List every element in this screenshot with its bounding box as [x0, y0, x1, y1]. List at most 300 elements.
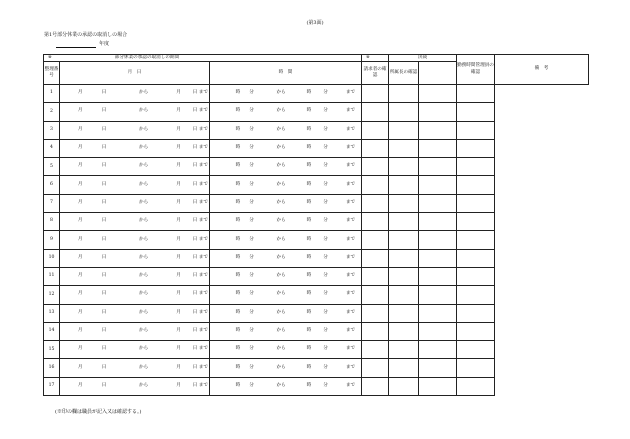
time-hour-text: 時	[235, 218, 241, 224]
time-until-text: まで	[345, 108, 356, 114]
date-month-text: 月	[77, 199, 83, 205]
time-hour-text: 時	[306, 236, 312, 242]
kessai-header: 決裁	[389, 55, 457, 62]
time-from-text: から	[276, 236, 286, 242]
row-number: 1	[44, 85, 60, 103]
time-minute-text: 分	[249, 382, 254, 388]
time-minute-text: 分	[323, 254, 328, 260]
date-from-text: から	[138, 291, 149, 297]
date-day-text: 日	[101, 382, 107, 388]
time-header: 時 間	[210, 62, 362, 85]
time-hour-text: 時	[235, 236, 241, 242]
date-day-text: 日	[192, 181, 198, 187]
date-cell[interactable]	[60, 103, 210, 121]
applicant-check-cell[interactable]	[362, 341, 389, 359]
row-number: 14	[44, 322, 60, 340]
time-hour-text: 時	[306, 346, 312, 352]
date-until-text: まで	[198, 236, 208, 242]
date-until-text: まで	[198, 346, 208, 352]
table-row	[44, 286, 589, 304]
row-number: 6	[44, 176, 60, 194]
table-row	[44, 322, 589, 340]
date-day-text: 日	[192, 273, 198, 279]
time-minute-text: 分	[323, 199, 328, 205]
table-row	[44, 85, 589, 103]
time-cell[interactable]	[210, 194, 362, 212]
row-number: 17	[44, 377, 60, 395]
time-from-text: から	[276, 218, 286, 224]
dept-head-check-cell[interactable]	[389, 158, 419, 176]
time-hour-text: 時	[235, 273, 241, 279]
date-cell[interactable]	[60, 176, 210, 194]
date-month-text: 月	[176, 108, 181, 114]
date-day-text: 日	[101, 273, 107, 279]
date-cell[interactable]	[60, 158, 210, 176]
applicant-check-cell[interactable]	[362, 249, 389, 267]
form-table	[43, 54, 589, 396]
time-minute-text: 分	[323, 273, 328, 279]
duty-manager-check-cell[interactable]	[419, 103, 457, 121]
date-month-text: 月	[77, 273, 83, 279]
time-from-text: から	[276, 108, 286, 114]
date-cell[interactable]	[60, 85, 210, 103]
date-day-text: 日	[101, 364, 107, 370]
time-minute-text: 分	[249, 291, 254, 297]
applicant-check-cell[interactable]	[362, 139, 389, 157]
applicant-header: 請求者の確認	[362, 62, 389, 85]
time-until-text: まで	[345, 273, 356, 279]
date-cell[interactable]	[60, 121, 210, 139]
year-blank[interactable]	[56, 41, 96, 48]
row-number: 12	[44, 286, 60, 304]
time-minute-text: 分	[323, 108, 328, 114]
dept-head-check-cell[interactable]	[389, 286, 419, 304]
date-month-text: 月	[77, 254, 83, 260]
time-minute-text: 分	[323, 145, 328, 151]
date-day-text: 日	[101, 291, 107, 297]
date-until-text: まで	[198, 90, 208, 96]
date-month-text: 月	[176, 382, 181, 388]
time-hour-text: 時	[235, 328, 241, 333]
remarks-cell[interactable]	[457, 103, 495, 121]
applicant-check-cell[interactable]	[362, 359, 389, 377]
period-header-cell	[44, 55, 362, 62]
date-cell[interactable]	[60, 359, 210, 377]
date-day-text: 日	[192, 145, 198, 151]
time-minute-text: 分	[323, 126, 328, 132]
date-cell[interactable]	[60, 231, 210, 249]
date-day-text: 日	[101, 126, 107, 132]
time-cell[interactable]	[210, 359, 362, 377]
date-from-text: から	[138, 254, 149, 260]
time-from-text: から	[276, 346, 286, 352]
date-day-text: 日	[101, 181, 107, 187]
time-until-text: まで	[345, 218, 356, 224]
time-cell[interactable]	[210, 121, 362, 139]
date-from-text: から	[138, 163, 149, 169]
time-hour-text: 時	[306, 181, 312, 187]
dept-head-check-cell[interactable]	[389, 85, 419, 103]
dept-head-check-cell[interactable]	[389, 231, 419, 249]
time-hour-text: 時	[306, 90, 312, 96]
date-day-text: 日	[192, 309, 198, 315]
time-hour-text: 時	[235, 254, 241, 260]
time-cell[interactable]	[210, 286, 362, 304]
time-cell[interactable]	[210, 249, 362, 267]
date-until-text: まで	[198, 364, 208, 370]
page-label: (第3面)	[306, 20, 324, 26]
time-until-text: まで	[345, 181, 356, 187]
remarks-cell[interactable]	[457, 359, 495, 377]
duty-manager-check-cell[interactable]	[419, 176, 457, 194]
time-until-text: まで	[345, 254, 356, 260]
date-until-text: まで	[198, 108, 208, 114]
time-from-text: から	[276, 163, 286, 169]
applicant-check-cell[interactable]	[362, 85, 389, 103]
date-day-text: 日	[192, 254, 198, 260]
date-month-text: 月	[176, 309, 181, 315]
date-from-text: から	[138, 309, 149, 315]
dept-head-check-cell[interactable]	[389, 322, 419, 340]
date-from-text: から	[138, 108, 149, 114]
time-hour-text: 時	[235, 346, 241, 352]
date-day-text: 日	[101, 108, 107, 114]
date-from-text: から	[138, 382, 149, 388]
mark-label-2: ※	[366, 54, 370, 60]
remarks-cell[interactable]	[457, 158, 495, 176]
dept-head-check-cell[interactable]	[389, 249, 419, 267]
time-hour-text: 時	[235, 291, 241, 297]
date-cell[interactable]	[60, 377, 210, 395]
row-number: 15	[44, 341, 60, 359]
date-from-text: から	[138, 181, 149, 187]
time-from-text: から	[276, 145, 286, 151]
date-day-text: 日	[101, 309, 107, 315]
date-until-text: まで	[198, 273, 208, 279]
duty-manager-check-cell[interactable]	[419, 267, 457, 285]
table-row	[44, 377, 589, 395]
date-day-text: 日	[192, 163, 198, 169]
row-number: 3	[44, 121, 60, 139]
time-hour-text: 時	[306, 108, 312, 114]
date-month-text: 月	[176, 163, 181, 169]
time-from-text: から	[276, 382, 286, 388]
dept-head-check-cell[interactable]	[389, 304, 419, 322]
time-hour-text: 時	[235, 199, 241, 205]
time-minute-text: 分	[323, 291, 328, 297]
time-until-text: まで	[345, 236, 356, 242]
time-minute-text: 分	[249, 254, 254, 260]
duty-manager-check-cell[interactable]	[419, 121, 457, 139]
date-cell[interactable]	[60, 322, 210, 340]
date-day-text: 日	[192, 126, 198, 132]
time-minute-text: 分	[249, 90, 254, 96]
date-from-text: から	[138, 126, 149, 132]
time-from-text: から	[276, 126, 286, 132]
time-cell[interactable]	[210, 231, 362, 249]
time-cell[interactable]	[210, 139, 362, 157]
time-minute-text: 分	[323, 163, 328, 169]
time-hour-text: 時	[306, 218, 312, 224]
mark-label: ※	[48, 54, 52, 60]
duty-manager-check-cell[interactable]	[419, 304, 457, 322]
date-month-text: 月	[176, 145, 181, 151]
remarks-cell[interactable]	[457, 85, 495, 103]
dept-head-check-cell[interactable]	[389, 213, 419, 231]
applicant-check-cell[interactable]	[362, 267, 389, 285]
dept-head-check-cell[interactable]	[389, 194, 419, 212]
date-month-text: 月	[77, 218, 83, 224]
date-month-text: 月	[77, 163, 83, 169]
date-until-text: まで	[198, 163, 208, 169]
time-hour-text: 時	[306, 163, 312, 169]
dept-head-check-cell[interactable]	[389, 267, 419, 285]
date-month-text: 月	[176, 364, 181, 370]
duty-manager-header: 勤務時間管理員の確認	[457, 55, 495, 85]
form-heading: 第1号部分休業の承認の取消しの場合	[44, 32, 128, 38]
date-day-text: 日	[101, 236, 107, 242]
duty-manager-check-cell[interactable]	[419, 249, 457, 267]
date-cell[interactable]	[60, 194, 210, 212]
applicant-check-cell[interactable]	[362, 158, 389, 176]
duty-manager-check-cell[interactable]	[419, 85, 457, 103]
date-month-text: 月	[176, 199, 181, 205]
time-cell[interactable]	[210, 341, 362, 359]
time-hour-text: 時	[235, 126, 241, 132]
date-month-text: 月	[176, 254, 181, 260]
time-cell[interactable]	[210, 304, 362, 322]
time-cell[interactable]	[210, 267, 362, 285]
applicant-check-cell[interactable]	[362, 304, 389, 322]
applicant-check-cell[interactable]	[362, 103, 389, 121]
dept-head-check-cell[interactable]	[389, 103, 419, 121]
date-day-text: 日	[101, 90, 107, 96]
no-header: 整理番号	[44, 62, 60, 85]
date-day-text: 日	[101, 346, 107, 352]
applicant-check-cell[interactable]	[362, 121, 389, 139]
time-until-text: まで	[345, 90, 356, 96]
time-minute-text: 分	[323, 90, 328, 96]
date-month-text: 月	[77, 346, 83, 352]
time-cell[interactable]	[210, 322, 362, 340]
time-hour-text: 時	[306, 126, 312, 132]
time-minute-text: 分	[249, 108, 254, 114]
date-from-text: から	[138, 346, 149, 352]
date-month-text: 月	[176, 236, 181, 242]
date-until-text: まで	[198, 254, 208, 260]
date-month-text: 月	[77, 291, 83, 297]
table-row	[44, 267, 589, 285]
time-until-text: まで	[345, 145, 356, 151]
date-from-text: から	[138, 90, 149, 96]
date-until-text: まで	[198, 181, 208, 187]
remarks-cell[interactable]	[457, 377, 495, 395]
time-from-text: から	[276, 364, 286, 370]
date-month-text: 月	[77, 90, 83, 96]
date-day-text: 日	[192, 199, 198, 205]
time-hour-text: 時	[235, 163, 241, 169]
time-until-text: まで	[345, 126, 356, 132]
date-month-text: 月	[77, 145, 83, 151]
date-from-text: から	[138, 218, 149, 224]
remarks-cell[interactable]	[457, 267, 495, 285]
date-until-text: まで	[198, 199, 208, 205]
time-minute-text: 分	[249, 346, 254, 352]
date-until-text: まで	[198, 328, 208, 333]
period-header: 部分休業の承認の取消しの期間	[114, 54, 180, 60]
table-row	[44, 213, 589, 231]
applicant-check-cell[interactable]	[362, 322, 389, 340]
time-cell[interactable]	[210, 103, 362, 121]
dept-head-check-cell[interactable]	[389, 341, 419, 359]
remarks-cell[interactable]	[457, 322, 495, 340]
date-month-text: 月	[77, 382, 83, 388]
date-month-text: 月	[77, 309, 83, 315]
row-number: 10	[44, 249, 60, 267]
duty-manager-check-cell[interactable]	[419, 286, 457, 304]
date-from-text: から	[138, 273, 149, 279]
applicant-check-cell[interactable]	[362, 286, 389, 304]
date-cell[interactable]	[60, 267, 210, 285]
date-day-text: 日	[192, 328, 198, 333]
table-row	[44, 176, 589, 194]
dept-head-check-cell[interactable]	[389, 121, 419, 139]
date-day-text: 日	[101, 145, 107, 151]
time-from-text: から	[276, 291, 286, 297]
time-hour-text: 時	[306, 291, 312, 297]
applicant-check-cell[interactable]	[362, 176, 389, 194]
remarks-cell[interactable]	[457, 176, 495, 194]
date-until-text: まで	[198, 291, 208, 297]
time-hour-text: 時	[306, 328, 312, 333]
date-cell[interactable]	[60, 341, 210, 359]
time-minute-text: 分	[249, 218, 254, 224]
date-until-text: まで	[198, 382, 208, 388]
date-day-text: 日	[192, 90, 198, 96]
remarks-cell[interactable]	[457, 341, 495, 359]
row-number: 2	[44, 103, 60, 121]
date-month-text: 月	[176, 126, 181, 132]
date-month-text: 月	[77, 236, 83, 242]
date-month-text: 月	[176, 90, 181, 96]
time-minute-text: 分	[249, 309, 254, 315]
remarks-cell[interactable]	[457, 286, 495, 304]
applicant-check-cell[interactable]	[362, 213, 389, 231]
time-minute-text: 分	[323, 236, 328, 242]
time-cell[interactable]	[210, 213, 362, 231]
date-from-text: から	[138, 364, 149, 370]
time-hour-text: 時	[235, 382, 241, 388]
row-number: 9	[44, 231, 60, 249]
time-minute-text: 分	[323, 346, 328, 352]
date-cell[interactable]	[60, 249, 210, 267]
date-cell[interactable]	[60, 213, 210, 231]
date-day-text: 日	[192, 346, 198, 352]
time-from-text: から	[276, 273, 286, 279]
dept-head-check-cell[interactable]	[389, 176, 419, 194]
duty-manager-check-cell[interactable]	[419, 231, 457, 249]
time-cell[interactable]	[210, 377, 362, 395]
time-hour-text: 時	[235, 90, 241, 96]
dept-head-check-cell[interactable]	[389, 377, 419, 395]
remarks-cell[interactable]	[457, 249, 495, 267]
duty-manager-check-cell[interactable]	[419, 359, 457, 377]
applicant-check-cell[interactable]	[362, 377, 389, 395]
remarks-cell[interactable]	[457, 139, 495, 157]
applicant-check-cell[interactable]	[362, 194, 389, 212]
dept-head-check-cell[interactable]	[389, 139, 419, 157]
time-until-text: まで	[345, 346, 356, 352]
year-label: 年度	[99, 41, 110, 47]
time-until-text: まで	[345, 382, 356, 388]
duty-manager-check-cell[interactable]	[419, 158, 457, 176]
time-cell[interactable]	[210, 85, 362, 103]
time-minute-text: 分	[249, 145, 254, 151]
remarks-header: 備 考	[495, 55, 589, 85]
time-until-text: まで	[345, 163, 356, 169]
time-until-text: まで	[345, 291, 356, 297]
date-cell[interactable]	[60, 286, 210, 304]
time-minute-text: 分	[323, 328, 328, 333]
duty-manager-check-cell[interactable]	[419, 194, 457, 212]
remarks-cell[interactable]	[457, 231, 495, 249]
time-cell[interactable]	[210, 176, 362, 194]
duty-manager-check-cell[interactable]	[419, 139, 457, 157]
date-until-text: まで	[198, 309, 208, 315]
date-day-text: 日	[192, 236, 198, 242]
time-minute-text: 分	[323, 382, 328, 388]
time-minute-text: 分	[249, 181, 254, 187]
date-month-text: 月	[176, 218, 181, 224]
time-minute-text: 分	[249, 163, 254, 169]
time-from-text: から	[276, 181, 286, 187]
time-minute-text: 分	[249, 126, 254, 132]
remarks-cell[interactable]	[457, 213, 495, 231]
date-cell[interactable]	[60, 139, 210, 157]
duty-manager-check-cell[interactable]	[419, 341, 457, 359]
time-minute-text: 分	[323, 309, 328, 315]
time-until-text: まで	[345, 364, 356, 370]
time-from-text: から	[276, 199, 286, 205]
remarks-cell[interactable]	[457, 304, 495, 322]
table-row	[44, 139, 589, 157]
date-until-text: まで	[198, 145, 208, 151]
remarks-cell[interactable]	[457, 194, 495, 212]
date-day-text: 日	[192, 364, 198, 370]
time-minute-text: 分	[249, 328, 254, 333]
time-minute-text: 分	[323, 218, 328, 224]
duty-manager-check-cell[interactable]	[419, 377, 457, 395]
time-cell[interactable]	[210, 158, 362, 176]
remarks-cell[interactable]	[457, 121, 495, 139]
date-from-text: から	[138, 199, 149, 205]
applicant-check-cell[interactable]	[362, 231, 389, 249]
date-until-text: まで	[198, 218, 208, 224]
time-from-text: から	[276, 254, 286, 260]
dept-head-check-cell[interactable]	[389, 359, 419, 377]
duty-manager-check-cell[interactable]	[419, 213, 457, 231]
table-row	[44, 103, 589, 121]
time-hour-text: 時	[235, 364, 241, 370]
date-month-text: 月	[77, 108, 83, 114]
duty-manager-check-cell[interactable]	[419, 322, 457, 340]
time-minute-text: 分	[323, 181, 328, 187]
row-number: 7	[44, 194, 60, 212]
row-number: 5	[44, 158, 60, 176]
time-hour-text: 時	[306, 382, 312, 388]
date-until-text: まで	[198, 126, 208, 132]
date-cell[interactable]	[60, 304, 210, 322]
